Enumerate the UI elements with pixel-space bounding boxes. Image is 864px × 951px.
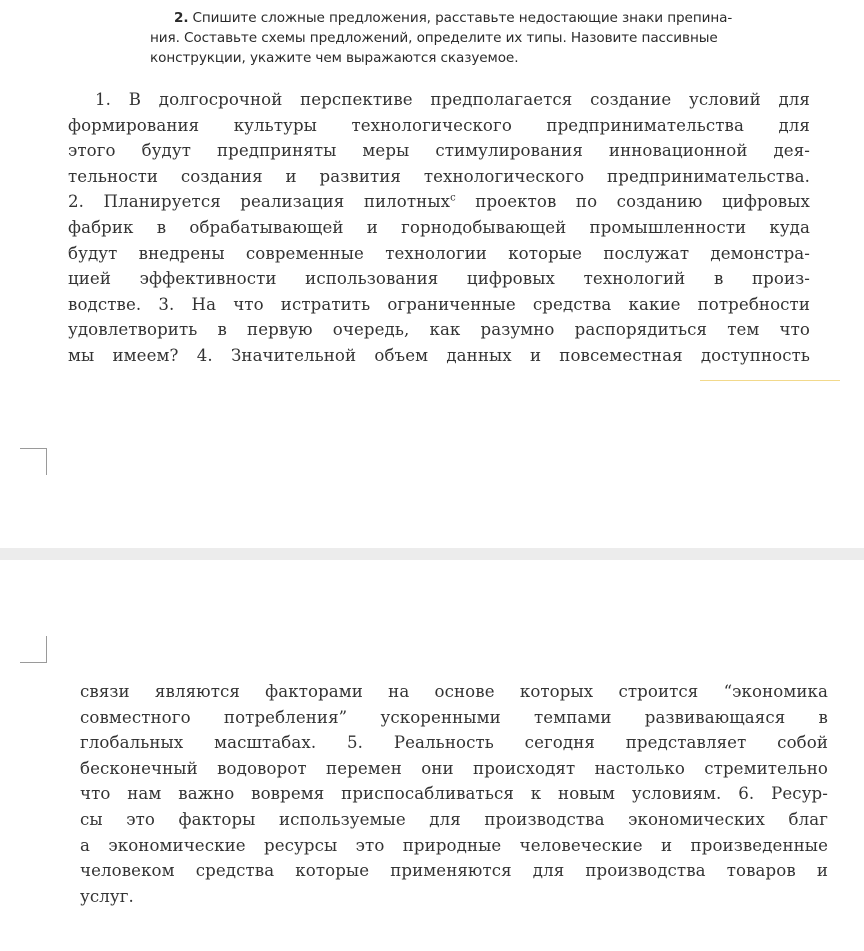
- crop-mark: [20, 448, 47, 475]
- text-line: бесконечный водоворот перемен они происходят настолько стремительно: [80, 758, 828, 778]
- text-line: связи являются факторами на основе которых строится “экономика: [80, 682, 828, 701]
- text-line: мы имеем? 4. Значительной объем данных и повсеместная доступность: [68, 345, 810, 365]
- task-line: ния. Составьте схемы предложений, определите их типы. Назовите пассивные: [150, 30, 718, 46]
- text-line: тельности создания и развития технологического предпринимательства.: [68, 166, 810, 186]
- text-line: цией эффективности использования цифровых технологий в произ-: [68, 269, 810, 289]
- text-line: этого будут предприняты меры стимулирования инновационной дея-: [68, 141, 810, 161]
- task-number: 2.: [174, 10, 189, 26]
- text-line: что нам важно вовремя приспосабливаться к новым условиям. 6. Ресур-: [80, 784, 828, 804]
- text-line: водстве. 3. На что истратить ограниченные средства какие потребности: [68, 294, 810, 314]
- text-line: совместного потребления” ускоренными темпами развивающаяся в: [80, 707, 828, 727]
- text-line: а экономические ресурсы это природные человеческие и произведенные: [80, 835, 828, 855]
- text-line: услуг.: [80, 886, 134, 906]
- text-line: 1. В долгосрочной перспективе предполагается создание условий для: [95, 90, 810, 109]
- text-line: фабрик в обрабатывающей и горнодобывающей промышленности куда: [68, 217, 810, 237]
- crop-mark: [20, 636, 47, 663]
- text-line: сы это факторы используемые для производства экономических благ: [80, 809, 828, 829]
- text-line: 2. Планируется реализация пилотных$^с$ проектов по созданию цифровых: [68, 192, 810, 212]
- task-line: 2. Спишите сложные предложения, расставьте недостающие знаки препина-: [174, 10, 733, 26]
- exercise-text-top: [68, 87, 810, 369]
- page-separator: [0, 548, 864, 560]
- text-line: будут внедрены современные технологии которые послужат демонстра-: [68, 243, 810, 263]
- exercise-text-bottom: [80, 679, 828, 909]
- text-line: человеком средства которые применяются для производства товаров и: [80, 861, 828, 881]
- text-line: формирования культуры технологического предпринимательства для: [68, 115, 810, 135]
- page-bottom: [0, 560, 864, 951]
- text-line: глобальных масштабах. 5. Реальность сегодня представляет собой: [80, 733, 828, 753]
- highlight-rule: [700, 380, 840, 381]
- superscript-mark: с: [450, 192, 456, 204]
- text-line: удовлетворить в первую очередь, как разумно распорядиться тем что: [68, 320, 810, 340]
- task-line: конструкции, укажите чем выражаются сказуемое.: [150, 50, 519, 66]
- task-instruction: [150, 8, 815, 68]
